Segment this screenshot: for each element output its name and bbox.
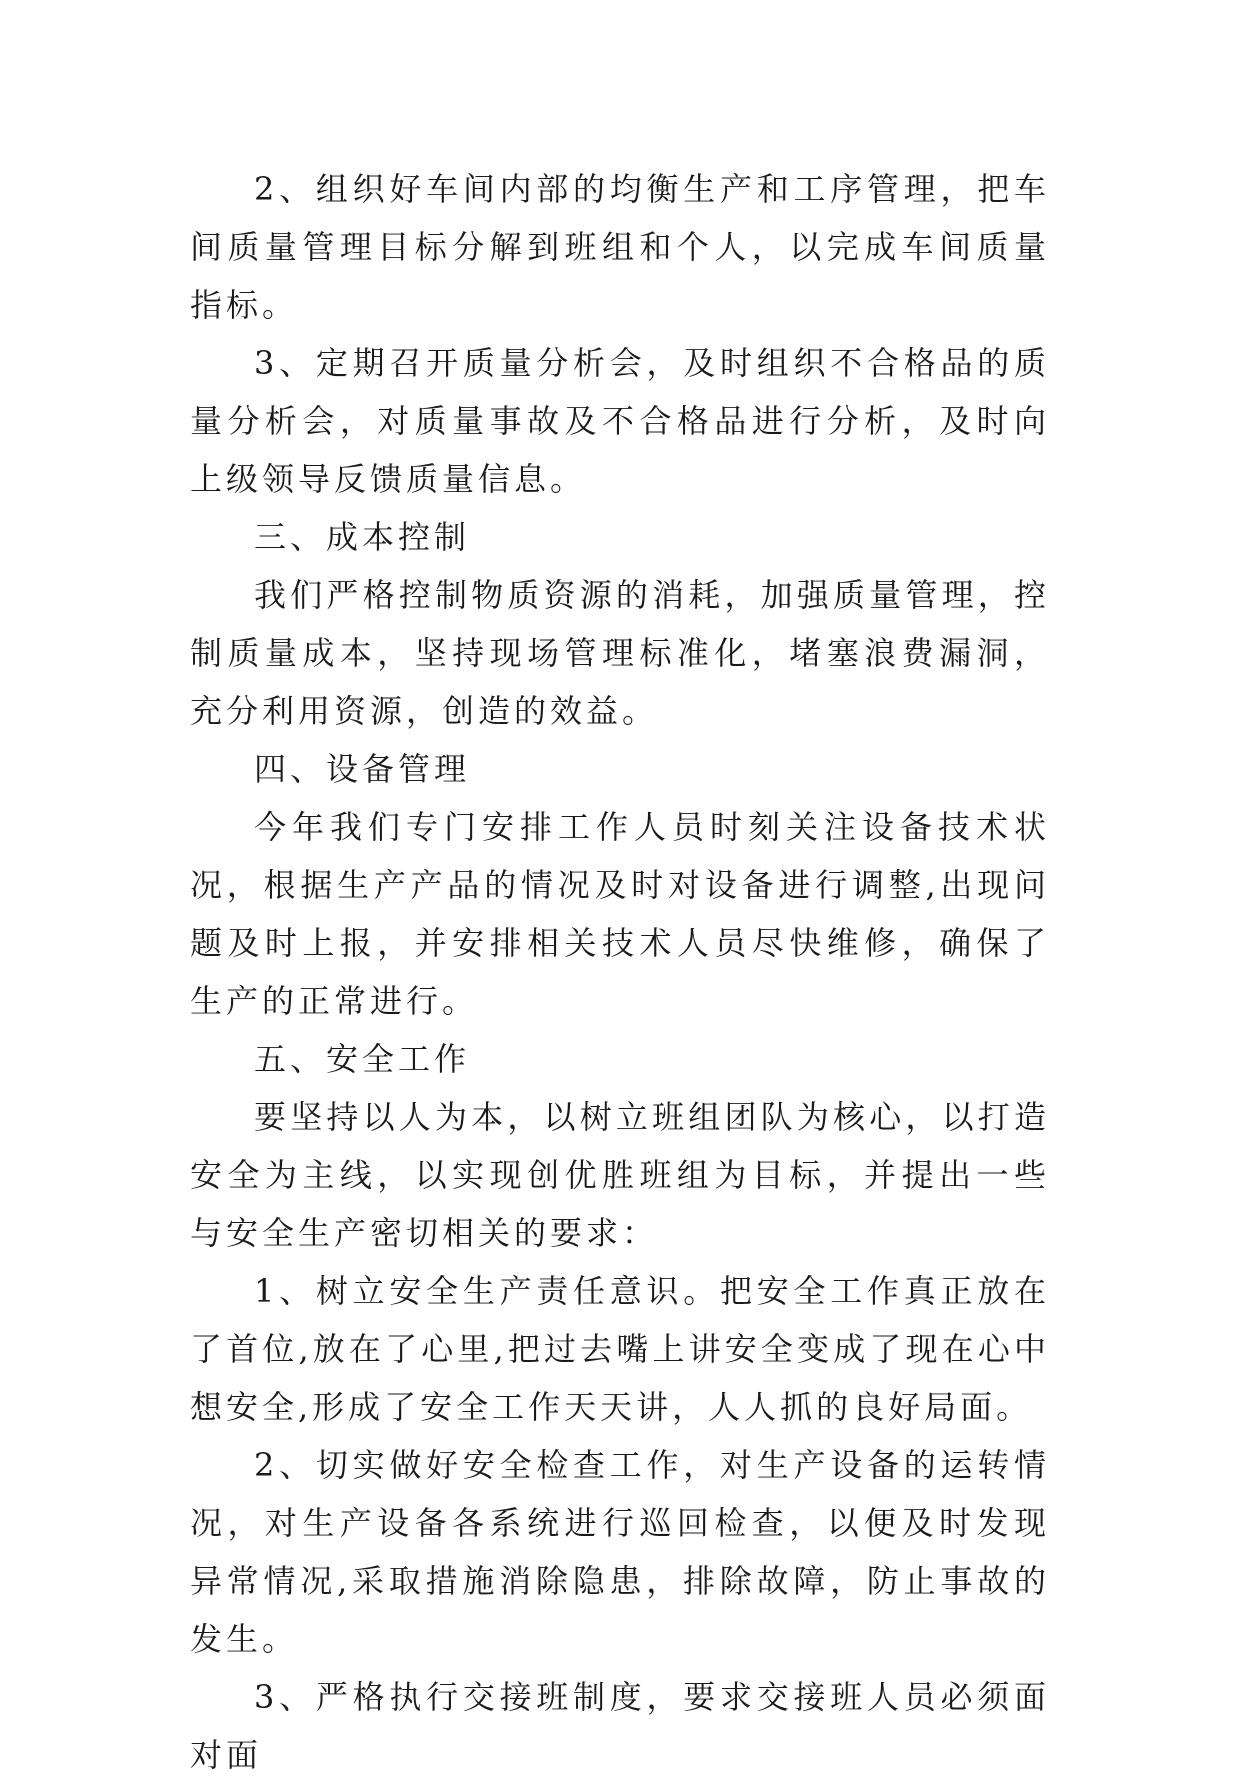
section-heading-safety: 五、安全工作: [254, 1040, 471, 1078]
section-heading-cost-control: 三、成本控制: [254, 518, 471, 556]
paragraph-safety-2: 2、切实做好安全检查工作，对生产设备的运转情况，对生产设备各系统进行巡回检查，以便及时发现异常情况,采取措施消除隐患，排除故障，防止事故的发生。: [190, 1446, 1050, 1658]
paragraph-equipment: 今年我们专门安排工作人员时刻关注设备技术状况，根据生产产品的情况及时对设备进行调整,出现问题及时上报，并安排相关技术人员尽快维修，确保了生产的正常进行。: [190, 808, 1050, 1020]
paragraph-cost-control: 我们严格控制物质资源的消耗，加强质量管理，控制质量成本，坚持现场管理标准化，堵塞浪费漏洞，充分利用资源，创造的效益。: [190, 576, 1050, 730]
paragraph-quality-2: 2、组织好车间内部的均衡生产和工序管理，把车间质量管理目标分解到班组和个人，以完成车间质量指标。: [190, 170, 1050, 324]
section-heading-equipment: 四、设备管理: [254, 750, 471, 788]
document-body: [190, 160, 1050, 1784]
paragraph-safety-1: 1、树立安全生产责任意识。把安全工作真正放在了首位,放在了心里,把过去嘴上讲安全变成了现在心中想安全,形成了安全工作天天讲，人人抓的良好局面。: [190, 1272, 1050, 1426]
paragraph-quality-3: 3、定期召开质量分析会，及时组织不合格品的质量分析会，对质量事故及不合格品进行分析，及时向上级领导反馈质量信息。: [190, 344, 1050, 498]
paragraph-safety-intro: 要坚持以人为本，以树立班组团队为核心，以打造安全为主线，以实现创优胜班组为目标，并提出一些与安全生产密切相关的要求：: [190, 1098, 1050, 1252]
paragraph-safety-3: 3、严格执行交接班制度，要求交接班人员必须面对面: [190, 1678, 1050, 1774]
